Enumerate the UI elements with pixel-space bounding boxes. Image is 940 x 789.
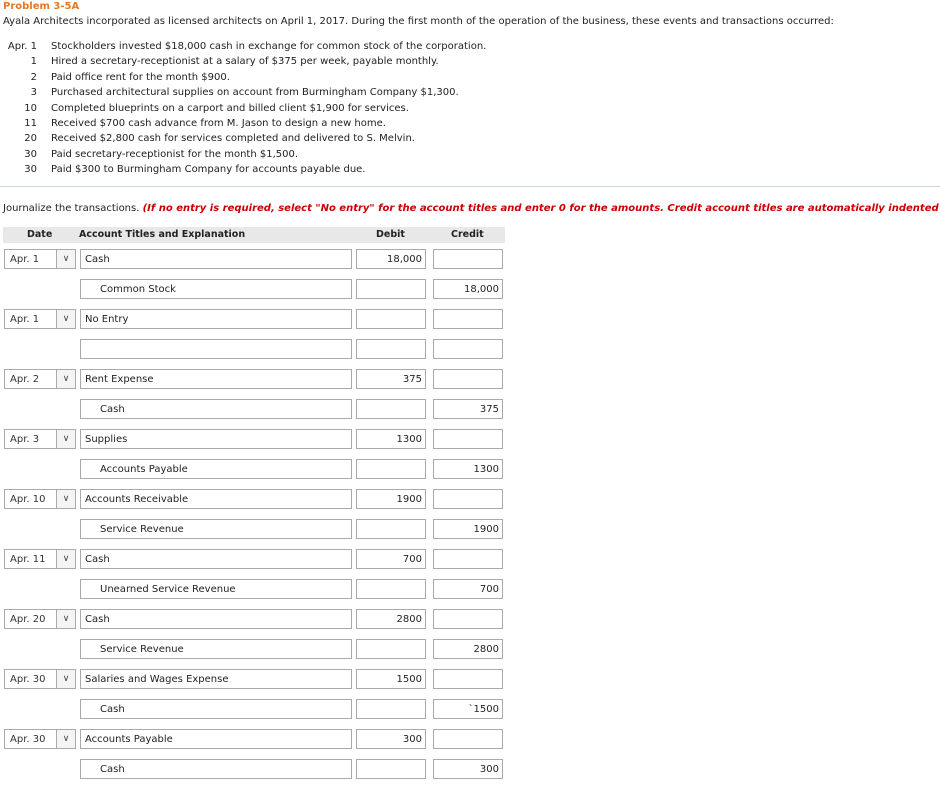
account-title-value: Cash bbox=[85, 614, 110, 625]
chevron-down-icon[interactable]: ∨ bbox=[56, 610, 75, 628]
event-text: Hired a secretary-receptionist at a salary of $375 per week, payable monthly. bbox=[51, 56, 439, 68]
event-date: 30 bbox=[24, 164, 37, 176]
account-title-input[interactable] bbox=[80, 459, 352, 479]
debit-input[interactable] bbox=[356, 729, 426, 749]
chevron-down-icon[interactable]: ∨ bbox=[56, 670, 75, 688]
debit-input[interactable] bbox=[356, 369, 426, 389]
account-title-value: Accounts Payable bbox=[85, 734, 173, 745]
date-select[interactable] bbox=[4, 609, 76, 629]
credit-input[interactable] bbox=[433, 309, 503, 329]
account-title-value: Unearned Service Revenue bbox=[100, 584, 236, 595]
chevron-down-icon[interactable]: ∨ bbox=[56, 430, 75, 448]
instruction-lead: Journalize the transactions. bbox=[3, 203, 143, 214]
event-text: Stockholders invested $18,000 cash in exchange for common stock of the corporation. bbox=[51, 41, 487, 52]
credit-value: 375 bbox=[479, 404, 499, 415]
credit-input[interactable] bbox=[433, 639, 503, 659]
debit-input[interactable] bbox=[356, 489, 426, 509]
account-title-input[interactable] bbox=[80, 309, 352, 329]
journal-row bbox=[3, 699, 508, 721]
credit-input[interactable] bbox=[433, 609, 503, 629]
event-date: Apr. 1 bbox=[7, 41, 37, 52]
credit-input[interactable] bbox=[433, 339, 503, 359]
account-title-value: Cash bbox=[100, 764, 125, 775]
debit-value: 2800 bbox=[396, 614, 422, 625]
journal-row bbox=[3, 279, 508, 301]
chevron-down-icon[interactable]: ∨ bbox=[56, 550, 75, 568]
date-select[interactable] bbox=[4, 489, 76, 509]
date-select[interactable] bbox=[4, 369, 76, 389]
debit-input[interactable] bbox=[356, 669, 426, 689]
account-title-input[interactable] bbox=[80, 399, 352, 419]
date-value: Apr. 20 bbox=[10, 614, 46, 625]
journal-row bbox=[3, 579, 508, 601]
account-title-input[interactable] bbox=[80, 339, 352, 359]
chevron-down-icon[interactable]: ∨ bbox=[56, 370, 75, 388]
credit-input[interactable] bbox=[433, 279, 503, 299]
credit-input[interactable] bbox=[433, 519, 503, 539]
account-title-value: Cash bbox=[85, 554, 110, 565]
account-title-input[interactable] bbox=[80, 579, 352, 599]
debit-input[interactable] bbox=[356, 249, 426, 269]
journal-row bbox=[3, 369, 508, 391]
header-credit: Credit bbox=[451, 229, 484, 240]
account-title-input[interactable] bbox=[80, 249, 352, 269]
event-text: Received $700 cash advance from M. Jason to design a new home. bbox=[51, 117, 386, 129]
credit-input[interactable] bbox=[433, 699, 503, 719]
debit-value: 300 bbox=[402, 734, 422, 745]
credit-value: 2800 bbox=[473, 644, 499, 655]
event-date: 3 bbox=[30, 87, 37, 99]
journal-row bbox=[3, 489, 508, 511]
credit-input[interactable] bbox=[433, 399, 503, 419]
debit-input[interactable] bbox=[356, 549, 426, 569]
date-select[interactable] bbox=[4, 549, 76, 569]
event-date: 30 bbox=[24, 148, 37, 160]
event-date: 2 bbox=[30, 71, 37, 83]
debit-input[interactable] bbox=[356, 639, 426, 659]
event-text: Paid office rent for the month $900. bbox=[51, 71, 230, 83]
chevron-down-icon[interactable]: ∨ bbox=[56, 490, 75, 508]
debit-input[interactable] bbox=[356, 699, 426, 719]
header-date: Date bbox=[27, 229, 53, 240]
account-title-input[interactable] bbox=[80, 369, 352, 389]
credit-value: 18,000 bbox=[464, 284, 499, 295]
account-title-value: Supplies bbox=[85, 434, 128, 445]
journal-row bbox=[3, 429, 508, 451]
journal-row bbox=[3, 669, 508, 691]
event-text: Paid $300 to Burmingham Company for accounts payable due. bbox=[51, 164, 366, 176]
date-value: Apr. 1 bbox=[10, 254, 40, 265]
problem-title: Problem 3-5A bbox=[3, 1, 80, 12]
journal-table-header bbox=[3, 227, 505, 243]
credit-value: 700 bbox=[479, 584, 499, 595]
chevron-down-icon[interactable]: ∨ bbox=[56, 310, 75, 328]
account-title-value: Service Revenue bbox=[100, 644, 184, 655]
divider bbox=[0, 186, 940, 187]
account-title-input[interactable] bbox=[80, 759, 352, 779]
debit-input[interactable] bbox=[356, 459, 426, 479]
credit-input[interactable] bbox=[433, 249, 503, 269]
debit-value: 18,000 bbox=[387, 254, 422, 265]
event-text: Purchased architectural supplies on account from Burmingham Company $1,300. bbox=[51, 87, 459, 99]
journal-row bbox=[3, 249, 508, 271]
credit-value: `1500 bbox=[468, 704, 499, 715]
debit-value: 1900 bbox=[396, 494, 422, 505]
debit-input[interactable] bbox=[356, 339, 426, 359]
credit-input[interactable] bbox=[433, 489, 503, 509]
debit-value: 375 bbox=[402, 374, 422, 385]
debit-input[interactable] bbox=[356, 519, 426, 539]
debit-input[interactable] bbox=[356, 399, 426, 419]
account-title-input[interactable] bbox=[80, 699, 352, 719]
account-title-value: Rent Expense bbox=[85, 374, 154, 385]
instruction-required: (If no entry is required, select "No entry" for the account titles and enter 0 for the amounts. Credit account titles are automatically indented bbox=[142, 203, 939, 214]
journal-row bbox=[3, 639, 508, 661]
event-date: 20 bbox=[24, 133, 37, 145]
credit-input[interactable] bbox=[433, 669, 503, 689]
account-title-input[interactable] bbox=[80, 519, 352, 539]
credit-input[interactable] bbox=[433, 459, 503, 479]
account-title-value: No Entry bbox=[85, 314, 129, 325]
credit-input[interactable] bbox=[433, 759, 503, 779]
debit-input[interactable] bbox=[356, 609, 426, 629]
problem-intro: Ayala Architects incorporated as licensed architects on April 1, 2017. During the first month of the operation of the business, these events and transactions occurred: bbox=[3, 16, 834, 27]
date-value: Apr. 1 bbox=[10, 314, 40, 325]
date-value: Apr. 3 bbox=[10, 434, 40, 445]
event-date: 11 bbox=[24, 117, 37, 129]
credit-input[interactable] bbox=[433, 369, 503, 389]
event-date: 10 bbox=[24, 102, 37, 114]
debit-input[interactable] bbox=[356, 759, 426, 779]
account-title-value: Service Revenue bbox=[100, 524, 184, 535]
journal-row bbox=[3, 399, 508, 421]
date-value: Apr. 30 bbox=[10, 674, 46, 685]
date-select[interactable] bbox=[4, 249, 76, 269]
account-title-input[interactable] bbox=[80, 549, 352, 569]
event-text: Completed blueprints on a carport and billed client $1,900 for services. bbox=[51, 102, 409, 114]
journal-row bbox=[3, 549, 508, 571]
credit-input[interactable] bbox=[433, 429, 503, 449]
date-value: Apr. 30 bbox=[10, 734, 46, 745]
account-title-value: Accounts Payable bbox=[100, 464, 188, 475]
header-account: Account Titles and Explanation bbox=[79, 229, 246, 240]
account-title-input[interactable] bbox=[80, 489, 352, 509]
account-title-value: Common Stock bbox=[100, 284, 176, 295]
debit-input[interactable] bbox=[356, 429, 426, 449]
account-title-value: Accounts Receivable bbox=[85, 494, 189, 505]
instruction bbox=[3, 203, 939, 214]
account-title-input[interactable] bbox=[80, 279, 352, 299]
date-select[interactable] bbox=[4, 669, 76, 689]
event-date: 1 bbox=[30, 56, 37, 68]
chevron-down-icon[interactable]: ∨ bbox=[56, 250, 75, 268]
journal-row bbox=[3, 309, 508, 331]
debit-input[interactable] bbox=[356, 279, 426, 299]
journal-row bbox=[3, 339, 508, 361]
credit-input[interactable] bbox=[433, 579, 503, 599]
header-debit: Debit bbox=[376, 229, 405, 240]
account-title-input[interactable] bbox=[80, 639, 352, 659]
credit-input[interactable] bbox=[433, 549, 503, 569]
journal-row bbox=[3, 519, 508, 541]
date-value: Apr. 2 bbox=[10, 374, 40, 385]
credit-value: 1900 bbox=[473, 524, 499, 535]
credit-value: 300 bbox=[479, 764, 499, 775]
account-title-value: Cash bbox=[85, 254, 110, 265]
event-text: Paid secretary-receptionist for the month $1,500. bbox=[51, 148, 299, 160]
date-select[interactable] bbox=[4, 729, 76, 749]
date-select[interactable] bbox=[4, 309, 76, 329]
journal-row bbox=[3, 459, 508, 481]
account-title-value: Salaries and Wages Expense bbox=[85, 674, 229, 685]
account-title-input[interactable] bbox=[80, 429, 352, 449]
debit-input[interactable] bbox=[356, 309, 426, 329]
credit-value: 1300 bbox=[473, 464, 499, 475]
debit-value: 1300 bbox=[396, 434, 422, 445]
credit-input[interactable] bbox=[433, 729, 503, 749]
account-title-input[interactable] bbox=[80, 609, 352, 629]
debit-value: 700 bbox=[402, 554, 422, 565]
date-select[interactable] bbox=[4, 429, 76, 449]
debit-input[interactable] bbox=[356, 579, 426, 599]
debit-value: 1500 bbox=[396, 674, 422, 685]
account-title-input[interactable] bbox=[80, 729, 352, 749]
journal-row bbox=[3, 609, 508, 631]
date-value: Apr. 10 bbox=[10, 494, 46, 505]
journal-row bbox=[3, 759, 508, 781]
account-title-value: Cash bbox=[100, 404, 125, 415]
account-title-input[interactable] bbox=[80, 669, 352, 689]
chevron-down-icon[interactable]: ∨ bbox=[56, 730, 75, 748]
event-text: Received $2,800 cash for services completed and delivered to S. Melvin. bbox=[51, 133, 415, 145]
account-title-value: Cash bbox=[100, 704, 125, 715]
date-value: Apr. 11 bbox=[10, 554, 46, 565]
journal-row bbox=[3, 729, 508, 751]
